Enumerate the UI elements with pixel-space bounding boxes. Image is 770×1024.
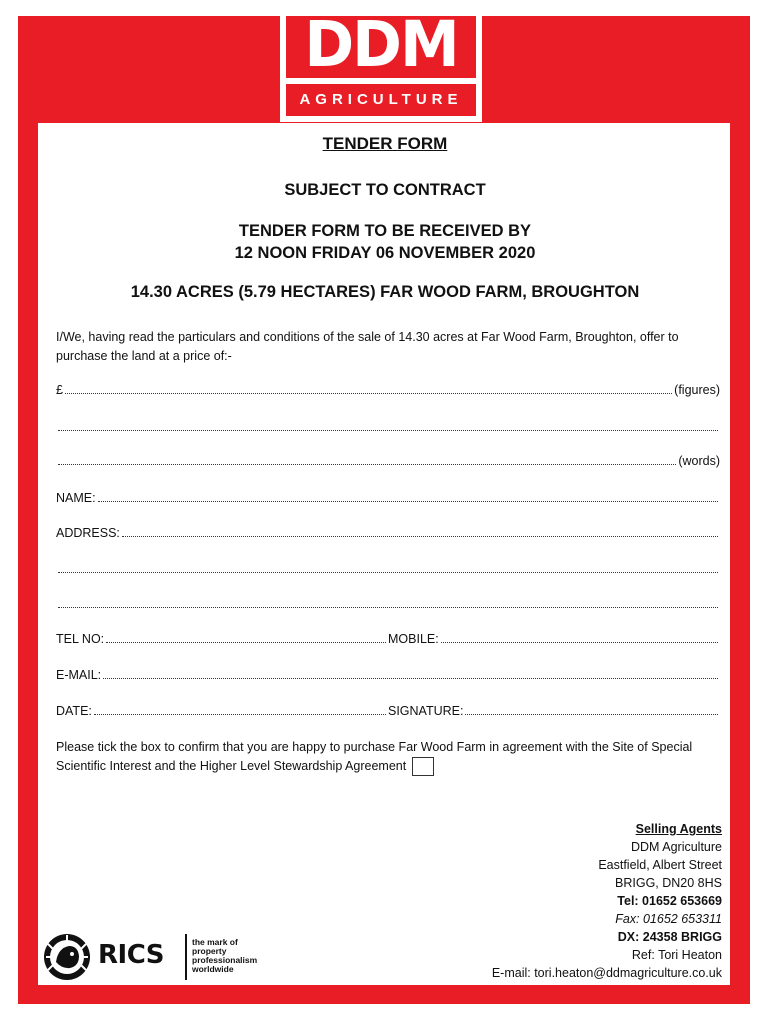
date-label: DATE: xyxy=(56,704,92,718)
agents-town: BRIGG, DN20 8HS xyxy=(615,876,722,890)
signature-label: SIGNATURE: xyxy=(388,704,464,718)
deadline-line-1: TENDER FORM TO BE RECEIVED BY xyxy=(238,222,532,240)
confirmation-checkbox[interactable] xyxy=(412,757,434,776)
rics-tagline-3: professionalism xyxy=(192,955,258,965)
address-line-3-field[interactable] xyxy=(56,595,720,613)
dotted-line xyxy=(58,595,718,608)
confirmation-statement xyxy=(56,738,720,776)
price-figures-continuation-field[interactable] xyxy=(56,418,720,436)
logo-brand: DDM xyxy=(304,16,458,78)
price-prefix: £ xyxy=(56,383,63,397)
name-label: NAME: xyxy=(56,491,96,505)
agents-dx: DX: 24358 BRIGG xyxy=(617,930,722,944)
dotted-line xyxy=(58,560,718,573)
rics-divider xyxy=(185,934,187,980)
dotted-line xyxy=(106,630,386,643)
agents-tel: Tel: 01652 653669 xyxy=(617,894,722,908)
agents-fax: Fax: 01652 653311 xyxy=(615,912,722,926)
tel-label: TEL NO: xyxy=(56,632,105,646)
intro-paragraph: I/We, having read the particulars and conditions of the sale of 14.30 acres at Far Wood Farm, Broughton, offer to purchase the land at a price of:- xyxy=(56,330,679,363)
dotted-line xyxy=(103,666,718,679)
address-field[interactable] xyxy=(56,524,720,542)
logo-ddm-panel xyxy=(286,16,476,78)
dotted-line xyxy=(94,702,386,715)
agents-ref: Ref: Tori Heaton xyxy=(631,948,722,962)
dotted-line xyxy=(465,702,718,715)
rics-tagline-4: worldwide xyxy=(192,964,234,974)
rics-tagline xyxy=(192,938,257,974)
mobile-label: MOBILE: xyxy=(388,632,439,646)
date-signature-row xyxy=(56,702,720,720)
agents-heading: Selling Agents xyxy=(635,822,722,836)
dotted-line xyxy=(441,630,718,643)
agents-company: DDM Agriculture xyxy=(631,840,722,854)
form-title: TENDER FORM xyxy=(322,134,448,153)
address-line-2-field[interactable] xyxy=(56,560,720,578)
subject-to-contract: SUBJECT TO CONTRACT xyxy=(284,181,486,199)
rics-tagline-2: property xyxy=(192,946,227,956)
dotted-line xyxy=(98,489,718,502)
mobile-field[interactable] xyxy=(388,630,720,648)
deadline-line-2: 12 NOON FRIDAY 06 NOVEMBER 2020 xyxy=(234,244,536,262)
confirmation-text: Please tick the box to confirm that you are happy to purchase Far Wood Farm in agreement with the Site of Special Scientific Interest and the Higher Level Stewardship Agreement xyxy=(56,740,693,773)
price-figures-field[interactable] xyxy=(56,381,720,399)
property-heading: 14.30 ACRES (5.79 HECTARES) FAR WOOD FARM, BROUGHTON xyxy=(130,283,640,301)
words-label: (words) xyxy=(678,454,720,468)
figures-label: (figures) xyxy=(674,383,720,397)
logo-subtitle: AGRICULTURE xyxy=(286,84,476,116)
ddm-agriculture-logo xyxy=(280,10,482,122)
tel-field[interactable] xyxy=(56,630,388,648)
date-field[interactable] xyxy=(56,702,388,720)
email-field[interactable] xyxy=(56,666,720,684)
name-field[interactable] xyxy=(56,489,720,507)
price-words-field[interactable] xyxy=(56,452,720,470)
dotted-line xyxy=(122,524,718,537)
signature-field[interactable] xyxy=(388,702,720,720)
selling-agents-block xyxy=(492,820,722,982)
rics-logo xyxy=(42,932,272,984)
dotted-line xyxy=(58,418,718,431)
dotted-line xyxy=(58,452,676,465)
agents-email[interactable]: E-mail: tori.heaton@ddmagriculture.co.uk xyxy=(491,966,722,980)
rics-lion-icon xyxy=(42,932,92,982)
agents-street: Eastfield, Albert Street xyxy=(598,858,722,872)
rics-tagline-1: the mark of xyxy=(192,937,238,947)
deadline xyxy=(0,220,770,264)
phone-row xyxy=(56,630,720,648)
rics-wordmark: RICS xyxy=(98,940,164,970)
email-label: E-MAIL: xyxy=(56,668,102,682)
address-label: ADDRESS: xyxy=(56,526,120,540)
dotted-line xyxy=(65,381,672,394)
